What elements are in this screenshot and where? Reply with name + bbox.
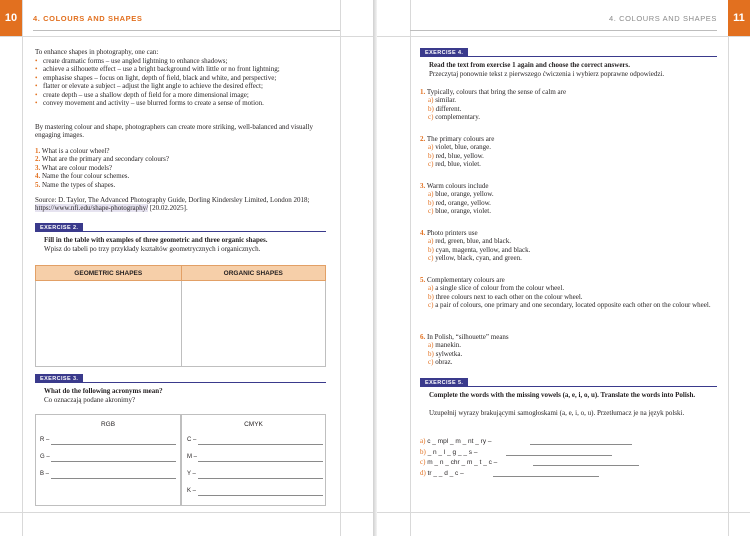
- question-text: What are colour models?: [41, 163, 113, 172]
- question-item: [35, 164, 335, 172]
- option-letter: b): [428, 245, 434, 254]
- mcq-question: [420, 135, 718, 169]
- acronym-letter: C –: [187, 437, 197, 443]
- question-text: Complementary colours are: [427, 276, 505, 284]
- answer-option[interactable]: [420, 293, 718, 301]
- geometric-shapes-cell[interactable]: [36, 281, 182, 367]
- option-text: blue, orange, violet.: [435, 207, 491, 216]
- tip-item: • emphasise shapes – focus on light, depth of field, black and white, and perspective;: [35, 74, 335, 82]
- margin-guide: [410, 0, 411, 536]
- item-word: _ n _ l _ g _ _ s –: [427, 448, 478, 456]
- exercise-instruction-en: Complete the words with the missing vowels (a, e, i, o, u). Translate the words into Polish.: [429, 391, 696, 399]
- option-letter: a): [428, 190, 434, 199]
- question-stem: [420, 333, 718, 341]
- acronym-letter: B –: [40, 471, 50, 477]
- margin-guide: [0, 36, 373, 37]
- option-letter: b): [428, 151, 434, 160]
- option-text: red, blue, yellow.: [435, 151, 484, 160]
- question-text: The primary colours are: [426, 135, 495, 143]
- margin-guide: [340, 0, 341, 536]
- item-letter: a): [420, 437, 426, 445]
- mcq-question: [420, 88, 718, 122]
- option-text: cyan, magenta, yellow, and black.: [435, 245, 531, 254]
- mcq-question: [420, 333, 718, 367]
- answer-option[interactable]: [420, 284, 718, 292]
- option-text: a pair of colours, one primary and one secondary, located opposite each other on the colour wheel.: [435, 301, 711, 310]
- acronym-letter: R –: [40, 437, 50, 443]
- acronym-letter: Y –: [187, 471, 196, 477]
- question-number: 1.: [420, 88, 426, 96]
- margin-guide: [728, 0, 729, 536]
- answer-line[interactable]: [51, 478, 176, 479]
- answer-option[interactable]: [420, 341, 718, 349]
- option-text: three colours next to each other on the colour wheel.: [435, 292, 583, 301]
- question-number: 5.: [35, 180, 41, 189]
- question-text: Name the types of shapes.: [42, 180, 116, 189]
- answer-option[interactable]: [420, 246, 718, 254]
- item-word: c _ mpl _ m _ nt _ ry –: [427, 438, 492, 445]
- item-word: tr _ _ d _ c –: [427, 469, 464, 477]
- right-page: [377, 0, 750, 536]
- header-rule: [33, 30, 340, 31]
- vowel-item: [420, 458, 497, 467]
- option-letter: c): [428, 301, 434, 310]
- organic-shapes-cell[interactable]: [181, 281, 325, 367]
- option-letter: a): [428, 96, 434, 105]
- question-item: [35, 147, 335, 155]
- question-text: In Polish, “silhouette” means: [427, 333, 509, 341]
- question-number: 5.: [420, 276, 426, 284]
- page-number: 10: [0, 0, 22, 36]
- answer-line[interactable]: [198, 478, 323, 479]
- option-text: yellow, black, cyan, and green.: [435, 254, 522, 263]
- option-letter: a): [428, 143, 434, 152]
- answer-option[interactable]: [420, 143, 718, 151]
- question-item: [35, 155, 335, 163]
- option-letter: c): [428, 113, 434, 122]
- item-word: m _ n _ chr _ m _ t _ c –: [427, 459, 498, 466]
- vowel-item: [420, 469, 464, 478]
- option-letter: b): [428, 104, 434, 113]
- tips-list: [35, 57, 335, 107]
- vowel-item: [420, 437, 492, 446]
- exercise-instruction-en: Fill in the table with examples of three geometric and three organic shapes.: [44, 236, 268, 244]
- option-text: similar.: [435, 96, 457, 105]
- exercise-instruction-pl: Przeczytaj ponownie tekst z pierwszego ćwiczenia i wybierz poprawne odpowiedzi.: [429, 70, 665, 78]
- left-page: [0, 0, 373, 536]
- question-item: [35, 181, 335, 189]
- exercise-instruction-en: Read the text from exercise 1 again and choose the correct answers.: [429, 61, 631, 69]
- source-text: Source: D. Taylor, The Advanced Photography Guide, Dorling Kindersley Limited, London 2018;: [35, 196, 310, 204]
- question-stem: [420, 88, 718, 96]
- answer-option[interactable]: [420, 350, 718, 358]
- item-letter: d): [420, 468, 426, 477]
- answer-option[interactable]: [420, 254, 718, 262]
- exercise-badge: EXERCISE 5.: [420, 378, 468, 387]
- option-text: sylwetka.: [435, 349, 463, 358]
- item-letter: c): [420, 458, 426, 466]
- option-text: red, blue, violet.: [435, 160, 481, 169]
- option-letter: c): [428, 254, 434, 263]
- margin-guide: [0, 512, 373, 513]
- answer-line[interactable]: [506, 455, 612, 456]
- option-text: violet, blue, orange.: [435, 143, 491, 152]
- tip-item: • convey movement and activity – use blurred forms to create a sense of motion.: [35, 99, 335, 107]
- geometric-shapes-header: GEOMETRIC SHAPES: [36, 266, 182, 281]
- option-letter: a): [428, 284, 434, 293]
- answer-option[interactable]: [420, 96, 718, 104]
- answer-option[interactable]: [420, 207, 718, 215]
- question-stem: [420, 182, 718, 190]
- acronym-letter: G –: [40, 454, 50, 460]
- answer-line[interactable]: [51, 461, 176, 462]
- vowel-item: [420, 448, 477, 457]
- tip-item: • achieve a silhouette effect – use a bright background with little or no front lightning;: [35, 65, 335, 73]
- question-stem: [420, 135, 718, 143]
- question-text: Warm colours include: [426, 182, 489, 190]
- option-letter: b): [428, 349, 434, 358]
- option-text: red, orange, yellow.: [435, 198, 491, 207]
- acronym-letter: K –: [187, 488, 197, 494]
- exercise-instruction-pl: Uzupełnij wyrazy brakującymi samogłoskami (a, e, i, o, u). Przetłumacz je na język polski.: [429, 409, 685, 417]
- option-letter: a): [428, 341, 434, 350]
- option-letter: c): [428, 358, 434, 367]
- margin-guide: [22, 0, 23, 536]
- exercise-rule: [420, 56, 717, 57]
- question-number: 2.: [35, 155, 41, 164]
- option-text: manekin.: [435, 341, 462, 350]
- exercise-instruction-en: What do the following acronyms mean?: [44, 387, 163, 395]
- answer-line[interactable]: [51, 444, 176, 445]
- source-note: [35, 196, 335, 213]
- question-item: [35, 172, 335, 180]
- tip-item: • create dramatic forms – use angled lightning to enhance shadows;: [35, 57, 335, 65]
- exercise-badge: EXERCISE 4.: [420, 48, 468, 57]
- question-number: 1.: [35, 147, 41, 155]
- running-head: 4. COLOURS AND SHAPES: [33, 14, 143, 23]
- answer-line[interactable]: [493, 476, 599, 477]
- question-number: 3.: [420, 182, 426, 190]
- question-text: Photo printers use: [427, 229, 478, 237]
- cmyk-heading: CMYK: [244, 421, 263, 428]
- margin-guide: [377, 36, 750, 37]
- option-letter: b): [428, 198, 434, 207]
- mcq-question: [420, 229, 718, 263]
- option-letter: c): [428, 207, 434, 216]
- question-number: 2.: [420, 135, 426, 143]
- answer-line[interactable]: [198, 444, 323, 445]
- answer-option[interactable]: [420, 190, 718, 198]
- option-text: red, green, blue, and black.: [435, 237, 512, 246]
- option-text: a single slice of colour from the colour wheel.: [435, 284, 565, 293]
- question-text: Name the four colour schemes.: [42, 172, 130, 181]
- mcq-question: [420, 182, 718, 216]
- acronym-letter: M –: [187, 454, 198, 460]
- question-text: What are the primary and secondary colours?: [41, 155, 169, 164]
- tip-item: • flatter or elevate a subject – adjust the light angle to achieve the desired effect;: [35, 82, 335, 90]
- question-number: 3.: [35, 163, 41, 172]
- exercise-badge: EXERCISE 3.: [35, 374, 83, 383]
- running-head: 4. COLOURS AND SHAPES: [608, 14, 717, 23]
- option-text: complementary.: [435, 113, 481, 122]
- question-number: 4.: [420, 229, 426, 237]
- exercise-rule: [35, 231, 326, 232]
- question-list: [35, 147, 335, 189]
- answer-option[interactable]: [420, 160, 718, 168]
- question-number: 4.: [35, 172, 41, 181]
- answer-option[interactable]: [420, 152, 718, 160]
- exercise-rule: [420, 386, 717, 387]
- exercise-badge: EXERCISE 2.: [35, 223, 83, 232]
- margin-guide: [377, 512, 750, 513]
- exercise-instruction-pl: Co oznaczają podane akronimy?: [44, 396, 136, 404]
- intro-text: To enhance shapes in photography, one can:: [35, 48, 159, 56]
- option-text: different.: [435, 104, 462, 113]
- exercise-instruction-pl: Wpisz do tabeli po trzy przykłady kształtów geometrycznych i organicznych.: [44, 245, 261, 253]
- organic-shapes-header: ORGANIC SHAPES: [181, 266, 325, 281]
- rgb-heading: RGB: [100, 421, 116, 428]
- answer-option[interactable]: [420, 237, 718, 245]
- header-rule: [410, 30, 717, 31]
- answer-option[interactable]: [420, 113, 718, 121]
- option-text: blue, orange, yellow.: [435, 190, 494, 199]
- mcq-question: [420, 276, 718, 310]
- answer-line[interactable]: [530, 444, 632, 445]
- option-text: obraz.: [435, 358, 453, 367]
- source-link[interactable]: https://www.nfi.edu/shape-photography/: [35, 204, 149, 213]
- summary-paragraph: By mastering colour and shape, photographers can create more striking, well-balanced and visually engaging images.: [35, 123, 313, 140]
- question-text: Typically, colours that bring the sense of calm are: [426, 88, 567, 96]
- question-stem: [420, 229, 718, 237]
- question-number: 6.: [420, 333, 426, 341]
- page-number: 11: [728, 0, 750, 36]
- answer-line[interactable]: [198, 461, 323, 462]
- shapes-table: [35, 265, 326, 367]
- answer-line[interactable]: [533, 465, 639, 466]
- source-date: [20.02.2025].: [148, 204, 188, 213]
- question-text: What is a colour wheel?: [41, 147, 110, 155]
- option-letter: c): [428, 160, 434, 169]
- question-stem: [420, 276, 718, 284]
- answer-line[interactable]: [198, 495, 323, 496]
- exercise-rule: [35, 382, 326, 383]
- option-letter: a): [428, 237, 434, 246]
- answer-option[interactable]: [420, 199, 718, 207]
- item-letter: b): [420, 447, 426, 456]
- answer-option[interactable]: [420, 358, 718, 366]
- tip-item: • create depth – use a shallow depth of field for a more dimensional image;: [35, 91, 335, 99]
- option-letter: b): [428, 292, 434, 301]
- answer-option[interactable]: [420, 105, 718, 113]
- answer-option[interactable]: [420, 301, 718, 309]
